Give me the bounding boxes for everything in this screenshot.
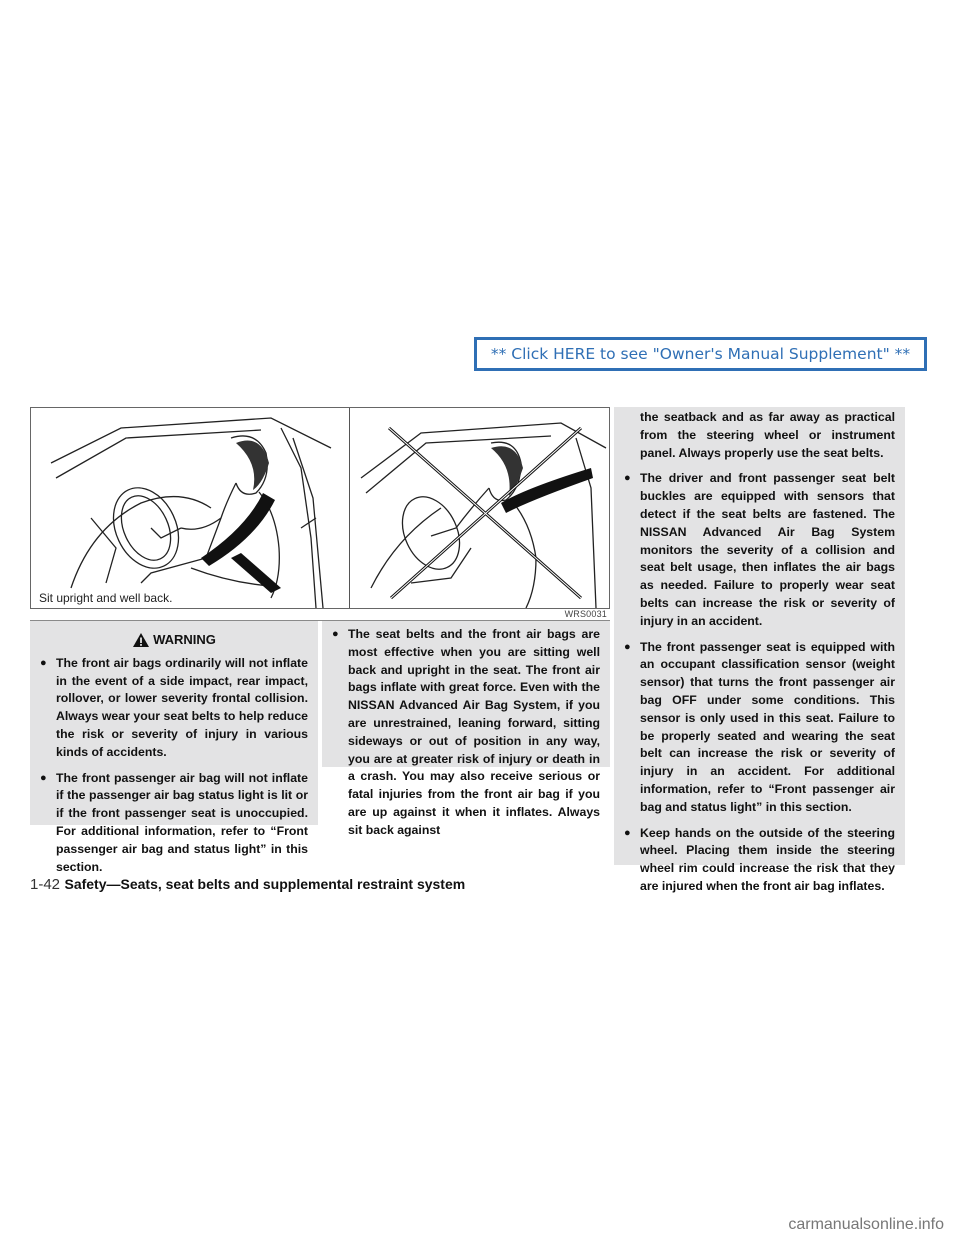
- warning-continuation: the seatback and as far away as practical from the steering wheel or instrument panel. Always properly use the seat belts.: [640, 410, 895, 460]
- seating-illustration: [30, 407, 610, 609]
- section-title: Safety—Seats, seat belts and supplemental restraint system: [64, 876, 466, 892]
- figure-code: WRS0031: [564, 609, 607, 619]
- bullet-icon: ●: [332, 628, 339, 640]
- incorrect-posture-drawing: [351, 408, 610, 608]
- warning-panel-col3: [614, 407, 905, 893]
- bullet-icon: ●: [40, 771, 47, 784]
- bullet-icon: ●: [624, 826, 631, 839]
- warning-panel-col1: [30, 621, 318, 874]
- bullet-icon: ●: [624, 640, 631, 653]
- warning-item: ● Keep hands on the outside of the steering wheel. Placing them inside the steering wheel rim could increase the risk that they are injured when the front air bag inflates.: [624, 825, 895, 893]
- warning-header: [40, 631, 308, 649]
- supplement-link[interactable]: ** Click HERE to see "Owner's Manual Supplement" **: [474, 337, 927, 371]
- warning-item: ● The front passenger seat is equipped with an occupant classification sensor (weight sensor) that turns the front passenger air bag OFF under some conditions. This sensor is only used in this seat. Failure to be properly seated and wearing the seat belt can increase the risk or severity of injury in an accident. For additional information, refer to “Front passenger air bag and status light” in this section.: [624, 639, 895, 814]
- correct-posture-drawing: [31, 408, 349, 608]
- page-footer: [30, 876, 465, 894]
- figure-caption: Sit upright and well back.: [39, 591, 173, 605]
- warning-item: ● The front passenger air bag will not inflate if the passenger air bag status light is lit or if the front passenger seat is unoccupied. For additional information, refer to “Front passenger air bag and status light” in this section.: [40, 770, 308, 874]
- page-number: 1-42: [30, 876, 61, 893]
- warning-triangle-icon: [132, 632, 150, 648]
- warning-panel-col2: [322, 621, 610, 837]
- bullet-icon: ●: [624, 472, 631, 485]
- figure-divider: [349, 408, 350, 608]
- warning-item: ● The driver and front passenger seat belt buckles are equipped with sensors that detect if the seat belts are fastened. The NISSAN Advanced Air Bag System monitors the severity of a collision and seat belt usage, then inflates the air bags as needed. Failure to properly wear seat belts can increase the risk or severity of injury in an accident.: [624, 471, 895, 628]
- watermark[interactable]: carmanualsonline.info: [788, 1216, 944, 1233]
- warning-item: ● The seat belts and the front air bags are most effective when you are sitting well back and upright in the seat. The front air bags inflate with great force. Even with the NISSAN Advanced Air Bag System, if you are unrestrained, leaning forward, sitting sideways or out of position in any way, you are at greater risk of injury or death in a crash. You may also receive serious or fatal injuries from the front air bag if you are up against it when it inflates. Always sit back against: [332, 627, 600, 837]
- warning-title: WARNING: [153, 632, 216, 647]
- bullet-icon: ●: [40, 656, 47, 669]
- warning-item: ● The front air bags ordinarily will not inflate in the event of a side impact, rear impact, rollover, or lower severity frontal collision. Always wear your seat belts to help reduce the risk or severity of injury in various kinds of accidents.: [40, 655, 308, 759]
